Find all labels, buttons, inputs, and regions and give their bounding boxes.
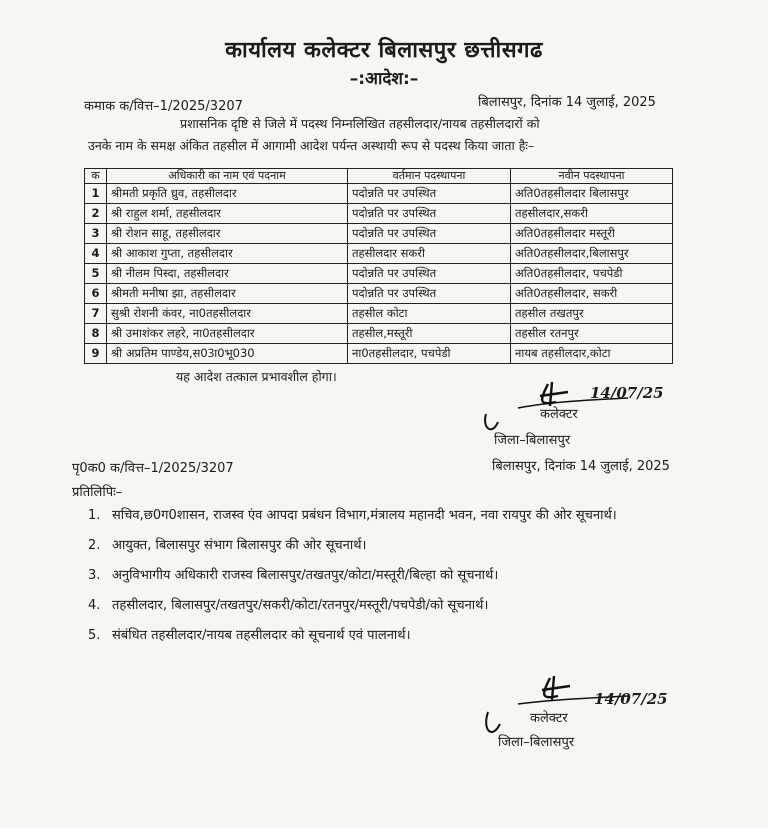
- row-new-posting: अति0तहसीलदार बिलासपुर: [511, 184, 673, 204]
- row-officer-name: श्री नीलम पिस्दा, तहसीलदार: [107, 264, 348, 284]
- row-officer-name: श्री आकाश गुप्ता, तहसीलदार: [107, 244, 348, 264]
- row-sno: 1: [85, 184, 107, 204]
- col-header-new: नवीन पदस्थापना: [511, 169, 673, 184]
- endorsement-number: पृ0क0 क/वित्त–1/2025/3207: [72, 461, 234, 476]
- list-item: [88, 565, 718, 587]
- copy-to-label: प्रतिलिपिः–: [72, 485, 123, 500]
- signature-1-district: जिला–बिलासपुर: [494, 433, 571, 448]
- table-row: [85, 344, 673, 364]
- list-item: [88, 505, 718, 527]
- row-sno: 7: [85, 304, 107, 324]
- effect-statement: यह आदेश तत्काल प्रभावशील होगा।: [176, 369, 337, 384]
- row-new-posting: अति0तहसीलदार, सकरी: [511, 284, 673, 304]
- row-sno: 4: [85, 244, 107, 264]
- row-sno: 9: [85, 344, 107, 364]
- list-item-text: तहसीलदार, बिलासपुर/तखतपुर/सकरी/कोटा/रतनपुर/मस्तूरी/पचपेडी/को सूचनार्थ।: [112, 598, 489, 613]
- row-current-posting: पदोन्नति पर उपस्थित: [348, 184, 511, 204]
- row-officer-name: श्री उमाशंकर लहरे, ना0तहसीलदार: [107, 324, 348, 344]
- row-sno: 3: [85, 224, 107, 244]
- intro-line-2: उनके नाम के समक्ष अंकित तहसील में आगामी आदेश पर्यन्त अस्थायी रूप से पदस्थ किया जाता हैः–: [88, 138, 535, 153]
- col-header-current: वर्तमान पदस्थापना: [348, 169, 511, 184]
- office-title: कार्यालय कलेक्टर बिलासपुर छत्तीसगढ: [225, 38, 543, 63]
- signature-1-designation: कलेक्टर: [540, 407, 578, 422]
- row-current-posting: ना0तहसीलदार, पचपेडी: [348, 344, 511, 364]
- list-item-number: 1.: [88, 508, 101, 523]
- list-item-text: संबंधित तहसीलदार/नायब तहसीलदार को सूचनार्थ एवं पालनार्थ।: [112, 628, 411, 643]
- col-header-sno: क: [85, 169, 107, 184]
- row-current-posting: पदोन्नति पर उपस्थित: [348, 284, 511, 304]
- row-officer-name: श्री अप्रतिम पाण्डेय,स03ा0भू030: [107, 344, 348, 364]
- table-row: [85, 224, 673, 244]
- col-header-name: अधिकारी का नाम एवं पदनाम: [107, 169, 348, 184]
- row-new-posting: तहसीलदार,सकरी: [511, 204, 673, 224]
- intro-line-1: प्रशासनिक दृष्टि से जिले में पदस्थ निम्नलिखित तहसीलदार/नायब तहसीलदारों को: [180, 116, 540, 131]
- row-new-posting: नायब तहसीलदार,कोटा: [511, 344, 673, 364]
- row-officer-name: श्री रोशन साहू, तहसीलदार: [107, 224, 348, 244]
- row-current-posting: पदोन्नति पर उपस्थित: [348, 204, 511, 224]
- list-item-number: 3.: [88, 568, 101, 583]
- table-row: [85, 184, 673, 204]
- row-officer-name: श्रीमती मनीषा झा, तहसीलदार: [107, 284, 348, 304]
- row-sno: 5: [85, 264, 107, 284]
- table-row: [85, 264, 673, 284]
- row-current-posting: पदोन्नति पर उपस्थित: [348, 224, 511, 244]
- order-place-date: बिलासपुर, दिनांक 14 जुलाई, 2025: [478, 95, 656, 110]
- row-sno: 2: [85, 204, 107, 224]
- row-new-posting: अति0तहसीलदार, पचपेडी: [511, 264, 673, 284]
- row-current-posting: तहसील कोटा: [348, 304, 511, 324]
- row-new-posting: तहसील तखतपुर: [511, 304, 673, 324]
- signature-2-designation: कलेक्टर: [530, 711, 568, 726]
- row-new-posting: अति0तहसीलदार मस्तूरी: [511, 224, 673, 244]
- copy-recipient-list: [88, 505, 718, 655]
- row-new-posting: तहसील रतनपुर: [511, 324, 673, 344]
- row-officer-name: श्रीमती प्रकृति ध्रुव, तहसीलदार: [107, 184, 348, 204]
- row-officer-name: सुश्री रोशनी कंवर, ना0तहसीलदार: [107, 304, 348, 324]
- signature-2-district: जिला–बिलासपुर: [498, 735, 575, 750]
- list-item: [88, 595, 718, 617]
- list-item-text: आयुक्त, बिलासपुर संभाग बिलासपुर की ओर सूचनार्थ।: [112, 538, 367, 553]
- list-item: [88, 535, 718, 557]
- endorsement-place-date: बिलासपुर, दिनांक 14 जुलाई, 2025: [492, 459, 670, 474]
- list-item-text: सचिव,छ0ग0शासन, राजस्व एंव आपदा प्रबंधन विभाग,मंत्रालय महानदी भवन, नवा रायपुर की ओर सूचनार्थ।: [112, 508, 617, 523]
- table-row: [85, 324, 673, 344]
- table-row: [85, 284, 673, 304]
- order-number: कमाक क/वित्त–1/2025/3207: [84, 99, 243, 114]
- row-current-posting: तहसील,मस्तूरी: [348, 324, 511, 344]
- signature-2-date: 14/07/25: [594, 690, 668, 708]
- list-item-number: 4.: [88, 598, 101, 613]
- transfer-table: [84, 168, 673, 364]
- list-item-text: अनुविभागीय अधिकारी राजस्व बिलासपुर/तखतपुर/कोटा/मस्तूरी/बिल्हा को सूचनार्थ।: [112, 568, 499, 583]
- table-header-row: [85, 169, 673, 184]
- table-row: [85, 304, 673, 324]
- table-row: [85, 204, 673, 224]
- row-current-posting: तहसीलदार सकरी: [348, 244, 511, 264]
- table-row: [85, 244, 673, 264]
- row-current-posting: पदोन्नति पर उपस्थित: [348, 264, 511, 284]
- signature-1-date: 14/07/25: [590, 384, 664, 402]
- row-new-posting: अति0तहसीलदार,बिलासपुर: [511, 244, 673, 264]
- list-item: [88, 625, 718, 647]
- order-heading: –:आदेश:–: [349, 69, 419, 89]
- row-sno: 8: [85, 324, 107, 344]
- row-officer-name: श्री राहुल शर्मा, तहसीलदार: [107, 204, 348, 224]
- list-item-number: 5.: [88, 628, 101, 643]
- row-sno: 6: [85, 284, 107, 304]
- list-item-number: 2.: [88, 538, 101, 553]
